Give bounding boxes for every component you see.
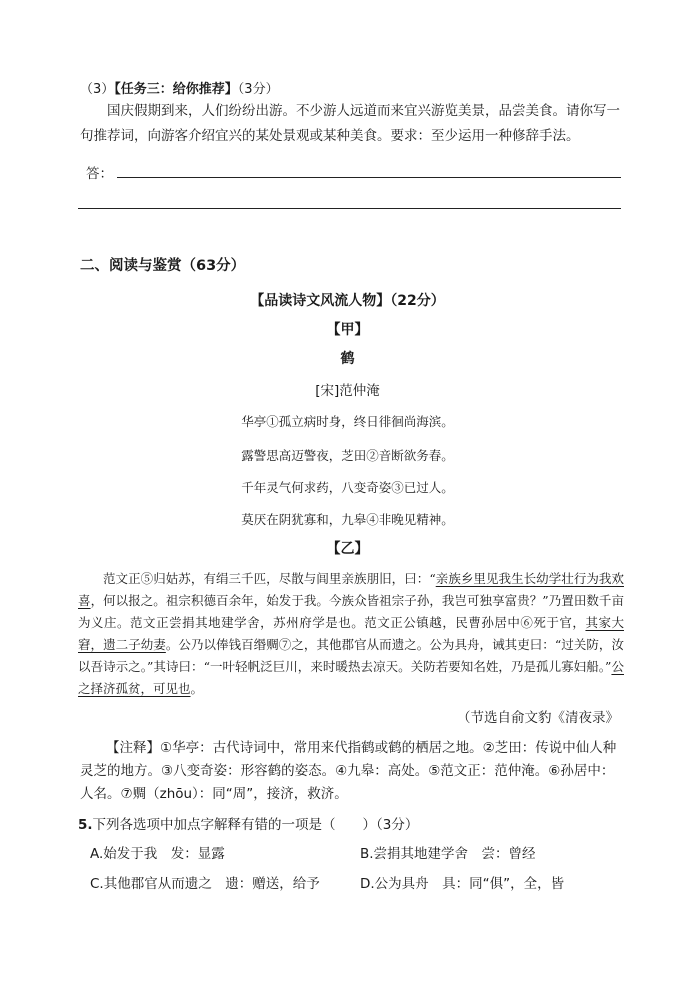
poem-line: 露警思高迈警夜，芝田②音断欲务春。: [241, 448, 454, 463]
poem-line: 莫厌在阴犹寡和，九皋④非晚见精神。: [241, 512, 454, 527]
question-5-text: 下列各选项中加点字解释有错的一项是（ ）（3分）: [92, 817, 419, 833]
question-5-number: 5.: [78, 817, 93, 833]
passage-source: （节选自俞文豹《清夜录》: [457, 710, 619, 726]
task3-title: 【任务三：给你推荐】: [114, 82, 238, 97]
prose-text: 范文正⑤归姑苏，有绢三千匹，尽散与闾里亲族朋旧，曰：“: [103, 571, 436, 586]
passage-yi-label: 【乙】: [326, 541, 369, 557]
task3-heading: [80, 78, 279, 97]
underlined-sentence-1: 亲族乡里见我生长幼学壮行为我欢喜: [78, 571, 624, 608]
option-b[interactable]: B.尝捐其地建学舍 尝：曾经: [360, 846, 536, 862]
poem-line: 华亭①孤立病时身，终日徘徊尚海滨。: [241, 414, 454, 429]
underlined-sentence-3: 公之择济孤贫，可见也: [78, 659, 624, 696]
answer-label: 答：: [86, 166, 113, 182]
answer-line-2[interactable]: [78, 208, 621, 209]
passage-jia-label: 【甲】: [326, 322, 369, 338]
poem-line: 千年灵气何求药，八变奇姿③已过人。: [241, 480, 454, 495]
question-5: [78, 813, 418, 833]
poem-title: 鹤: [340, 351, 355, 367]
answer-line-1[interactable]: [117, 177, 621, 178]
passage-yi-text: [78, 568, 624, 700]
prose-text: ，何以报之。祖宗积德百余年，始发于我。今族众皆祖宗子孙，我岂可独享富贵？”乃置田数千亩为义庄。范文正尝捐其地建学舍，苏州府学是也。范文正公镇越，民曹孙居中⑥死于官，: [78, 593, 624, 630]
prose-text: 。: [190, 681, 204, 696]
task3-score: （3分）: [237, 82, 279, 97]
option-a[interactable]: A.始发于我 发：显露: [90, 846, 225, 862]
underlined-sentence-2: 其家大窘，遗二子幼妻: [78, 615, 624, 652]
annotations: 【注释】①华亭：古代诗词中，常用来代指鹤或鹤的栖居之地。②芝田：传说中仙人种灵芝的地方。③八变奇姿：形容鹤的姿态。④九皋：高处。⑤范文正：范仲淹。⑥孙居中：人名。⑦赒（zhōu）：同“周”，接济，救济。: [80, 740, 617, 802]
poem-author: [宋]范仲淹: [315, 383, 380, 399]
task3-number: （3）: [80, 82, 115, 97]
task3-prompt: 国庆假期到来，人们纷纷出游。不少游人远道而来宜兴游览美景，品尝美食。请你写一句推荐词，向游客介绍宜兴的某处景观或某种美食。要求：至少运用一种修辞手法。: [80, 103, 620, 144]
prose-text: 。公乃以俸钱百缗赒⑦之，其他郡官从而遗之。公为具舟，诫其吏曰：“过关防，汝以吾诗示之。”其诗曰：“一叶轻帆泛巨川，来时暖热去凉天。关防若要知名姓，乃是孤儿寡妇船。”: [78, 637, 624, 674]
option-c[interactable]: C.其他郡官从而遗之 遗：赠送，给予: [90, 876, 320, 892]
section-subtitle: 【品读诗文风流人物】（22分）: [250, 293, 445, 309]
section-title: 二、阅读与鉴赏（63分）: [80, 258, 246, 274]
option-d[interactable]: D.公为具舟 具：同“俱”，全，皆: [360, 876, 565, 892]
